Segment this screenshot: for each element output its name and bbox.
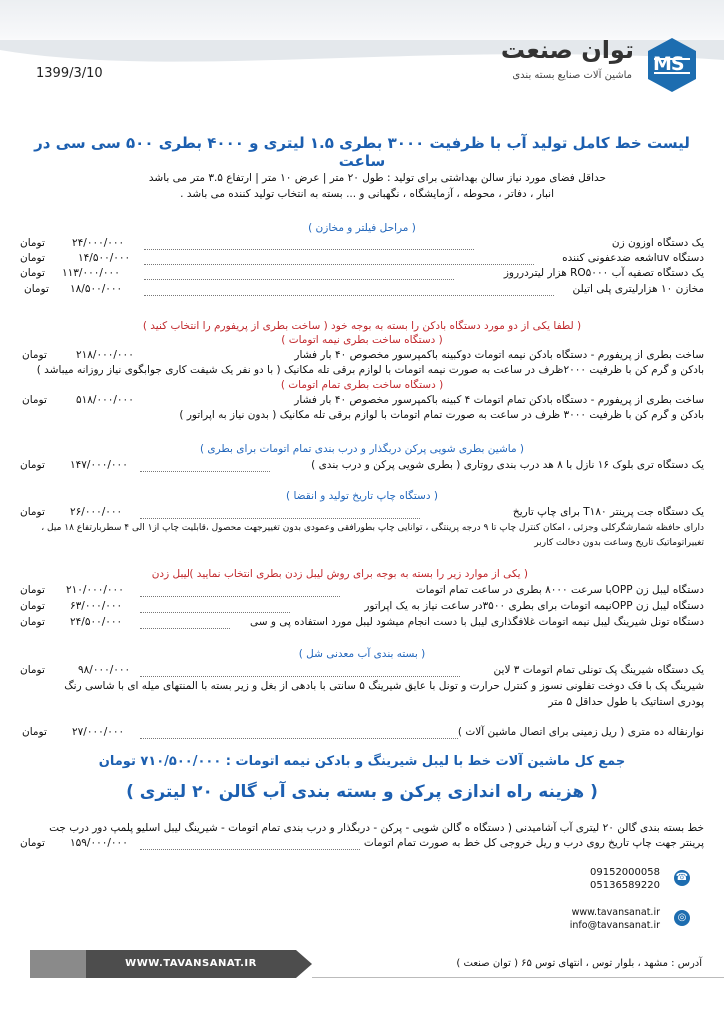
web-icon: ◎ <box>674 910 690 926</box>
section-heading-wash: ( ماشین بطری شویی پرکن دربگذار و درب بندی تمام اتومات برای بطری ) <box>199 443 525 455</box>
currency-label: تومان <box>24 283 49 295</box>
full-auto-line-2: بادکن و گرم کن با ظرفیت ۳۰۰۰ ظرف در ساعت به صورت تمام اتومات با لوازم برقی تله مکانیک ( بدون نیاز به اپراتور ) <box>179 409 704 421</box>
conveyor-price: ۲۷/۰۰۰/۰۰۰ <box>72 726 125 738</box>
pack-line-3: پودری استاتیک با طول حداقل ۵ متر <box>548 696 704 708</box>
currency-label: تومان <box>22 726 47 738</box>
leader-dots <box>144 279 454 280</box>
footer-website[interactable]: WWW.TAVANSANAT.IR <box>86 950 296 978</box>
gallon-price: ۱۵۹/۰۰۰/۰۰۰ <box>70 837 128 849</box>
print-desc-2: تغییراتوماتیک تاریخ وساعت بدون دخالت کاربر <box>534 538 704 548</box>
label-section-title: لیبل زدن <box>151 568 190 580</box>
pack-line-1: یک دستگاه شیرینگ پک تونلی تمام اتومات ۳ لاین <box>493 664 704 676</box>
brand-subtitle: ماشین آلات صنایع بسته بندی <box>512 70 632 81</box>
currency-label: تومان <box>20 600 45 612</box>
filter-item-label: دستگاه uvاشعه ضدعفونی کننده <box>562 252 704 264</box>
currency-label: تومان <box>22 349 47 361</box>
pack-line-2: شیرینگ پک با فک دوخت تفلونی نسوز و کنترل حرارت و تونل با عایق شیرینگ ۵ سانتی با بادهی از بغل و زیر بسته با المنتهای میله ای با شاسی رنگ <box>64 680 704 692</box>
semi-auto-line-2: بادکن و گرم کن با ظرفیت ۲۰۰۰ظرف در ساعت به صورت نیمه اتومات با لوازم برقی تله مکانیک ( با دو نفر یک شیفت کاری جوابگوی نیاز روزانه میباشد ) <box>36 364 704 376</box>
section-heading-filters: ( مراحل فیلتر و مخازن ) <box>308 222 416 234</box>
gallon-heading: ( هزینه راه اندازی پرکن و بسته بندی آب گالن ۲۰ لیتری ) <box>126 782 598 802</box>
label-item-label: دستگاه لیبل زن OPPبا سرعت ۸۰۰۰ بطری در ساعت تمام اتومات <box>415 584 704 596</box>
phone-number[interactable]: 05136589220 <box>590 880 660 891</box>
currency-label: تومان <box>20 459 45 471</box>
leader-dots <box>140 849 360 850</box>
web-block <box>570 906 660 932</box>
full-auto-heading: ( دستگاه ساخت بطری تمام اتومات ) <box>280 379 444 391</box>
logo-text: MS <box>653 53 684 75</box>
leader-dots <box>144 264 534 265</box>
filter-item-price: ۲۴/۰۰۰/۰۰۰ <box>72 237 125 249</box>
filter-item-label: یک دستگاه اوزون زن <box>611 237 704 249</box>
footer-rule <box>312 977 724 978</box>
label-item-label: دستگاه لیبل زن OPPنیمه اتومات برای بطری ۳۵۰۰در ساعت نیاز به یک اپراتور <box>364 600 704 612</box>
full-auto-price: ۵۱۸/۰۰۰/۰۰۰ <box>76 394 134 406</box>
currency-label: تومان <box>20 664 45 676</box>
footer-accent <box>30 950 86 978</box>
leader-dots <box>140 738 458 739</box>
leader-dots <box>140 612 290 613</box>
currency-label: تومان <box>20 267 45 279</box>
phone-icon: ☎ <box>674 870 690 886</box>
leader-dots <box>140 471 270 472</box>
currency-label: تومان <box>20 584 45 596</box>
filter-item-label: مخازن ۱۰ هزارلیتری پلی اتیلن <box>572 283 704 295</box>
currency-label: تومان <box>20 252 45 264</box>
leader-dots <box>140 676 460 677</box>
section-heading-pack: ( بسته بندی آب معدنی شل ) <box>298 648 426 660</box>
label-item-label: دستگاه تونل شیرینگ لیبل نیمه اتومات غلافگذاری لیبل با دست انجام میشود لیبل مورد استفاده پی و سی <box>249 616 704 628</box>
document-date: 1399/3/10 <box>36 66 103 81</box>
filter-item-price: ۱۴/۵۰۰/۰۰۰ <box>78 252 131 264</box>
currency-label: تومان <box>20 506 45 518</box>
section-heading-bottle: ( لطفا یکی از دو مورد دستگاه بادکن را بسته به بوجه خود ( ساخت بطری از پریفورم را انتخاب کنید ) <box>142 320 582 332</box>
filter-item-price: ۱۸/۵۰۰/۰۰۰ <box>70 283 123 295</box>
leader-dots <box>140 596 340 597</box>
leader-dots <box>140 518 420 519</box>
intro-line-1: حداقل فضای مورد نیاز سالن بهداشتی برای تولید : طول ۲۰ متر | عرض ۱۰ متر | ارتفاع ۳.۵ متر می باشد <box>148 172 606 184</box>
print-line: یک دستگاه جت پرینتر T۱۸۰ برای چاپ تاریخ <box>512 506 704 518</box>
wash-line: یک دستگاه تری بلوک ۱۶ نازل با ۸ هد درب بندی روتاری ( بطری شویی پرکن و درب بندی ) <box>311 459 704 471</box>
label-item-price: ۶۳/۰۰۰/۰۰۰ <box>70 600 123 612</box>
filter-item-price: ۱۱۳/۰۰۰/۰۰۰ <box>62 267 120 279</box>
leader-dots <box>140 628 230 629</box>
print-price: ۲۶/۰۰۰/۰۰۰ <box>70 506 123 518</box>
print-desc-1: دارای حافظه شمارشگرکلی وجزئی ، امکان کنترل چاپ تا ۹ درجه پرینتگی ، توانایی چاپ بطورافقی وعمودی بدون تغییرجهت محصول ،قابلیت چاپ از۱ الی ۴ سطربا‌رتفاع ۱۸ میل ، <box>41 523 704 533</box>
section-heading-print: ( دستگاه چاپ تاریخ تولید و انقضا ) <box>286 490 438 502</box>
gallon-line-2: پرینتر جهت چاپ تاریخ روی درب و ریل خروجی کل خط به صورت تمام اتومات <box>363 837 704 849</box>
semi-auto-heading: ( دستگاه ساخت بطری نیمه اتومات ) <box>281 334 443 346</box>
total-summary: جمع کل ماشین آلات خط با لیبل شیرینگ و بادکن نیمه اتومات : ۷۱۰/۵۰۰/۰۰۰ تومان <box>98 754 626 769</box>
currency-label: تومان <box>20 237 45 249</box>
website-link[interactable]: www.tavansanat.ir <box>571 907 660 918</box>
currency-label: تومان <box>22 394 47 406</box>
currency-label: تومان <box>20 616 45 628</box>
label-item-price: ۲۴/۵۰۰/۰۰۰ <box>70 616 123 628</box>
conveyor-line: نوارنقاله ده متری ( ریل زمینی برای اتصال ماشین آلات ) <box>457 726 704 738</box>
email-link[interactable]: info@tavansanat.ir <box>569 920 660 931</box>
filter-item-label: یک دستگاه تصفیه آب RO۵۰۰۰ هزار لیتردرروز <box>503 267 704 279</box>
company-logo <box>646 36 698 94</box>
label-item-price: ۲۱۰/۰۰۰/۰۰۰ <box>66 584 124 596</box>
full-auto-line-1: ساخت بطری از پریفورم - دستگاه بادکن تمام اتومات ۴ کبینه باکمپرسور مخصوص ۴۰ بار فشار <box>294 394 704 406</box>
phone-block <box>590 866 660 892</box>
intro-line-2: انبار ، دفاتر ، محوطه ، آزمایشگاه ، نگهبانی و ... بسته به انتخاب تولید کننده می باشد . <box>180 188 554 200</box>
pack-price: ۹۸/۰۰۰/۰۰۰ <box>78 664 131 676</box>
page-title: لیست خط کامل تولید آب با ظرفیت ۳۰۰۰ بطری ۱.۵ لیتری و ۴۰۰۰ بطری ۵۰۰ سی سی در ساعت <box>34 134 690 170</box>
currency-label: تومان <box>20 837 45 849</box>
leader-dots <box>144 295 554 296</box>
label-section-heading: ( یکی از موارد زیر را بسته به بوجه برای روش لیبل زدن بطری انتخاب نمایید ) <box>189 568 528 580</box>
semi-auto-price: ۲۱۸/۰۰۰/۰۰۰ <box>76 349 134 361</box>
gallon-line-1: خط بسته بندی گالن ۲۰ لیتری آب آشامیدنی ( دستگاه ه گالن شویی - پرکن - دربگذار و درب بندی تمام اتومات - شیرینگ لیبل اسلیو پلمپ دور درب جت <box>49 822 704 834</box>
footer-divider-icon <box>296 950 312 978</box>
leader-dots <box>144 249 474 250</box>
footer-address: آدرس : مشهد ، بلوار توس ، انتهای توس ۶۵ ( توان صنعت ) <box>456 958 702 969</box>
brand-name: توان صنعت <box>500 36 634 64</box>
phone-number[interactable]: 09152000058 <box>590 867 660 878</box>
wash-price: ۱۴۷/۰۰۰/۰۰۰ <box>70 459 128 471</box>
semi-auto-line-1: ساخت بطری از پریفورم - دستگاه بادکن نیمه اتومات دوکبینه باکمپرسور مخصوص ۴۰ بار فشار <box>294 349 704 361</box>
